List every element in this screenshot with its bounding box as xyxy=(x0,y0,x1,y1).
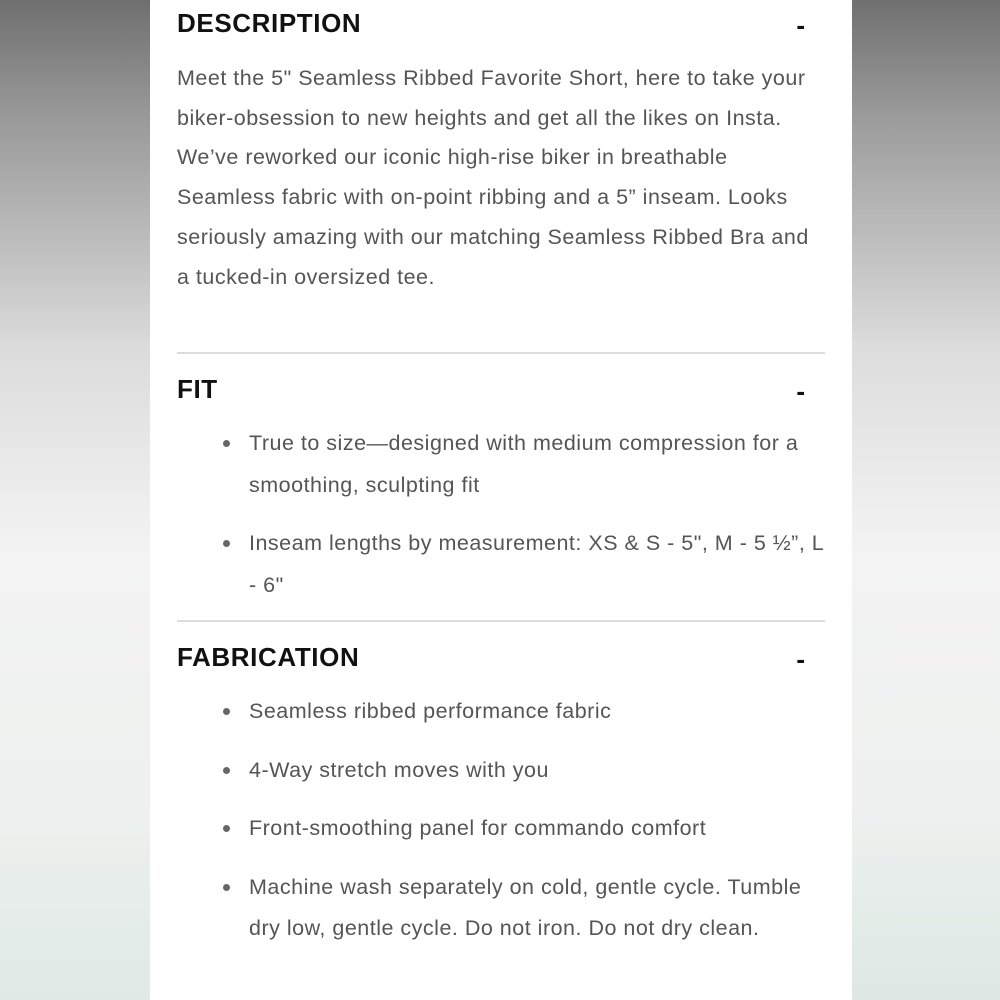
list-item-text: 4-Way stretch moves with you xyxy=(249,757,549,782)
description-section xyxy=(177,3,825,297)
list-item-text: Seamless ribbed performance fabric xyxy=(249,699,612,723)
description-title: DESCRIPTION xyxy=(177,8,362,38)
fabrication-collapse-toggle[interactable]: - xyxy=(796,644,805,674)
divider xyxy=(177,620,825,622)
bullet-icon xyxy=(223,767,230,774)
fabrication-section xyxy=(177,637,825,967)
description-header[interactable] xyxy=(177,3,825,43)
list-item xyxy=(177,691,825,733)
product-details-panel xyxy=(150,0,852,1000)
fabrication-list xyxy=(177,691,825,950)
fit-section xyxy=(177,369,825,623)
bullet-icon xyxy=(223,540,230,547)
bullet-icon xyxy=(223,884,230,891)
list-item-text: True to size—designed with medium compression for a smoothing, sculpting fit xyxy=(249,431,799,497)
background-right xyxy=(852,0,1000,1000)
bullet-icon xyxy=(223,825,230,832)
bullet-icon xyxy=(223,708,230,715)
list-item xyxy=(177,423,825,506)
list-item xyxy=(177,867,825,950)
description-collapse-toggle[interactable]: - xyxy=(796,10,805,40)
fit-collapse-toggle[interactable]: - xyxy=(796,376,805,406)
fabrication-header[interactable] xyxy=(177,637,825,677)
list-item-text: Machine wash separately on cold, gentle cycle. Tumble dry low, gentle cycle. Do not iron. Do not dry clean. xyxy=(249,874,802,940)
divider xyxy=(177,352,825,354)
list-item xyxy=(177,523,825,606)
list-item xyxy=(177,808,825,850)
fabrication-title: FABRICATION xyxy=(177,642,360,672)
description-text: Meet the 5" Seamless Ribbed Favorite Short, here to take your biker-obsession to new heights and get all the likes on Insta. We’ve reworked our iconic high-rise biker in breathable Seamless fabric with on-point ribbing and a 5” inseam. Looks seriously amazing with our matching Seamless Ribbed Bra and a tucked-in oversized tee. xyxy=(177,66,809,289)
fit-title: FIT xyxy=(177,374,218,404)
list-item-text: Inseam lengths by measurement: XS & S - 5", M - 5 ½”, L - 6" xyxy=(249,531,824,597)
fit-header[interactable] xyxy=(177,369,825,409)
list-item xyxy=(177,750,825,792)
bullet-icon xyxy=(223,440,230,447)
fit-list xyxy=(177,423,825,606)
list-item-text: Front-smoothing panel for commando comfort xyxy=(249,816,707,840)
background-left xyxy=(0,0,150,1000)
